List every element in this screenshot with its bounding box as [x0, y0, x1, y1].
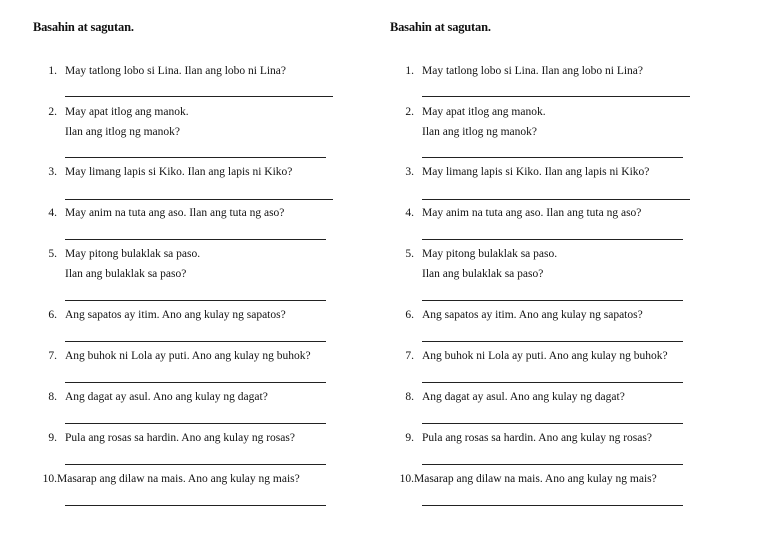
question-text: Ang buhok ni Lola ay puti. Ano ang kulay ng buhok? — [422, 350, 668, 362]
answer-line[interactable] — [422, 341, 683, 342]
question-number: 8. — [48, 391, 57, 403]
answer-line[interactable] — [422, 423, 683, 424]
answer-line[interactable] — [65, 423, 326, 424]
question-text: May tatlong lobo si Lina. Ilan ang lobo ni Lina? — [65, 65, 287, 77]
question-text: May tatlong lobo si Lina. Ilan ang lobo ni Lina? — [422, 65, 644, 77]
question-number: 3. — [48, 166, 57, 178]
answer-line[interactable] — [65, 341, 326, 342]
answer-line[interactable] — [65, 239, 326, 240]
question-number: 9. — [405, 432, 414, 444]
question-text: May pitong bulaklak sa paso. — [65, 248, 201, 260]
question-text: Masarap ang dilaw na mais. Ano ang kulay ng mais? — [414, 473, 657, 485]
worksheet-right — [357, 0, 717, 543]
question-text: May anim na tuta ang aso. Ilan ang tuta ng aso? — [65, 207, 285, 219]
question-text-line2: Ilan ang itlog ng manok? — [422, 126, 537, 138]
question-number: 5. — [48, 248, 57, 260]
question-number: 6. — [405, 309, 414, 321]
question-text-line2: Ilan ang itlog ng manok? — [65, 126, 180, 138]
question-number: 9. — [48, 432, 57, 444]
question-number: 7. — [405, 350, 414, 362]
question-text-line2: Ilan ang bulaklak sa paso? — [422, 268, 544, 280]
question-number: 1. — [405, 65, 414, 77]
question-text: Ang dagat ay asul. Ano ang kulay ng dagat? — [65, 391, 268, 403]
answer-line[interactable] — [65, 157, 326, 158]
answer-line[interactable] — [422, 199, 690, 200]
answer-line[interactable] — [422, 505, 683, 506]
question-text: Ang sapatos ay itim. Ano ang kulay ng sapatos? — [422, 309, 643, 321]
question-number: 8. — [405, 391, 414, 403]
question-text: May limang lapis si Kiko. Ilan ang lapis ni Kiko? — [65, 166, 293, 178]
question-text: May apat itlog ang manok. — [422, 106, 546, 118]
question-text-line2: Ilan ang bulaklak sa paso? — [65, 268, 187, 280]
worksheet-heading: Basahin at sagutan. — [33, 20, 134, 34]
question-number: 10. — [42, 473, 57, 485]
answer-line[interactable] — [422, 464, 683, 465]
question-number: 1. — [48, 65, 57, 77]
answer-line[interactable] — [422, 157, 683, 158]
answer-line[interactable] — [65, 464, 326, 465]
question-number: 5. — [405, 248, 414, 260]
question-number: 2. — [48, 106, 57, 118]
question-text: May anim na tuta ang aso. Ilan ang tuta ng aso? — [422, 207, 642, 219]
question-text: Ang sapatos ay itim. Ano ang kulay ng sapatos? — [65, 309, 286, 321]
answer-line[interactable] — [422, 239, 683, 240]
question-text: Ang buhok ni Lola ay puti. Ano ang kulay ng buhok? — [65, 350, 311, 362]
worksheet-heading: Basahin at sagutan. — [390, 20, 491, 34]
answer-line[interactable] — [422, 300, 683, 301]
worksheet-left — [0, 0, 360, 543]
question-text: Pula ang rosas sa hardin. Ano ang kulay ng rosas? — [422, 432, 652, 444]
question-text: Ang dagat ay asul. Ano ang kulay ng dagat? — [422, 391, 625, 403]
question-number: 2. — [405, 106, 414, 118]
question-number: 4. — [48, 207, 57, 219]
question-number: 10. — [399, 473, 414, 485]
question-number: 3. — [405, 166, 414, 178]
question-text: May pitong bulaklak sa paso. — [422, 248, 558, 260]
answer-line[interactable] — [65, 382, 326, 383]
answer-line[interactable] — [65, 199, 333, 200]
answer-line[interactable] — [65, 96, 333, 97]
question-text: Masarap ang dilaw na mais. Ano ang kulay ng mais? — [57, 473, 300, 485]
question-number: 4. — [405, 207, 414, 219]
question-number: 7. — [48, 350, 57, 362]
answer-line[interactable] — [422, 382, 683, 383]
question-text: Pula ang rosas sa hardin. Ano ang kulay ng rosas? — [65, 432, 295, 444]
answer-line[interactable] — [65, 505, 326, 506]
question-text: May limang lapis si Kiko. Ilan ang lapis ni Kiko? — [422, 166, 650, 178]
question-text: May apat itlog ang manok. — [65, 106, 189, 118]
answer-line[interactable] — [65, 300, 326, 301]
answer-line[interactable] — [422, 96, 690, 97]
question-number: 6. — [48, 309, 57, 321]
